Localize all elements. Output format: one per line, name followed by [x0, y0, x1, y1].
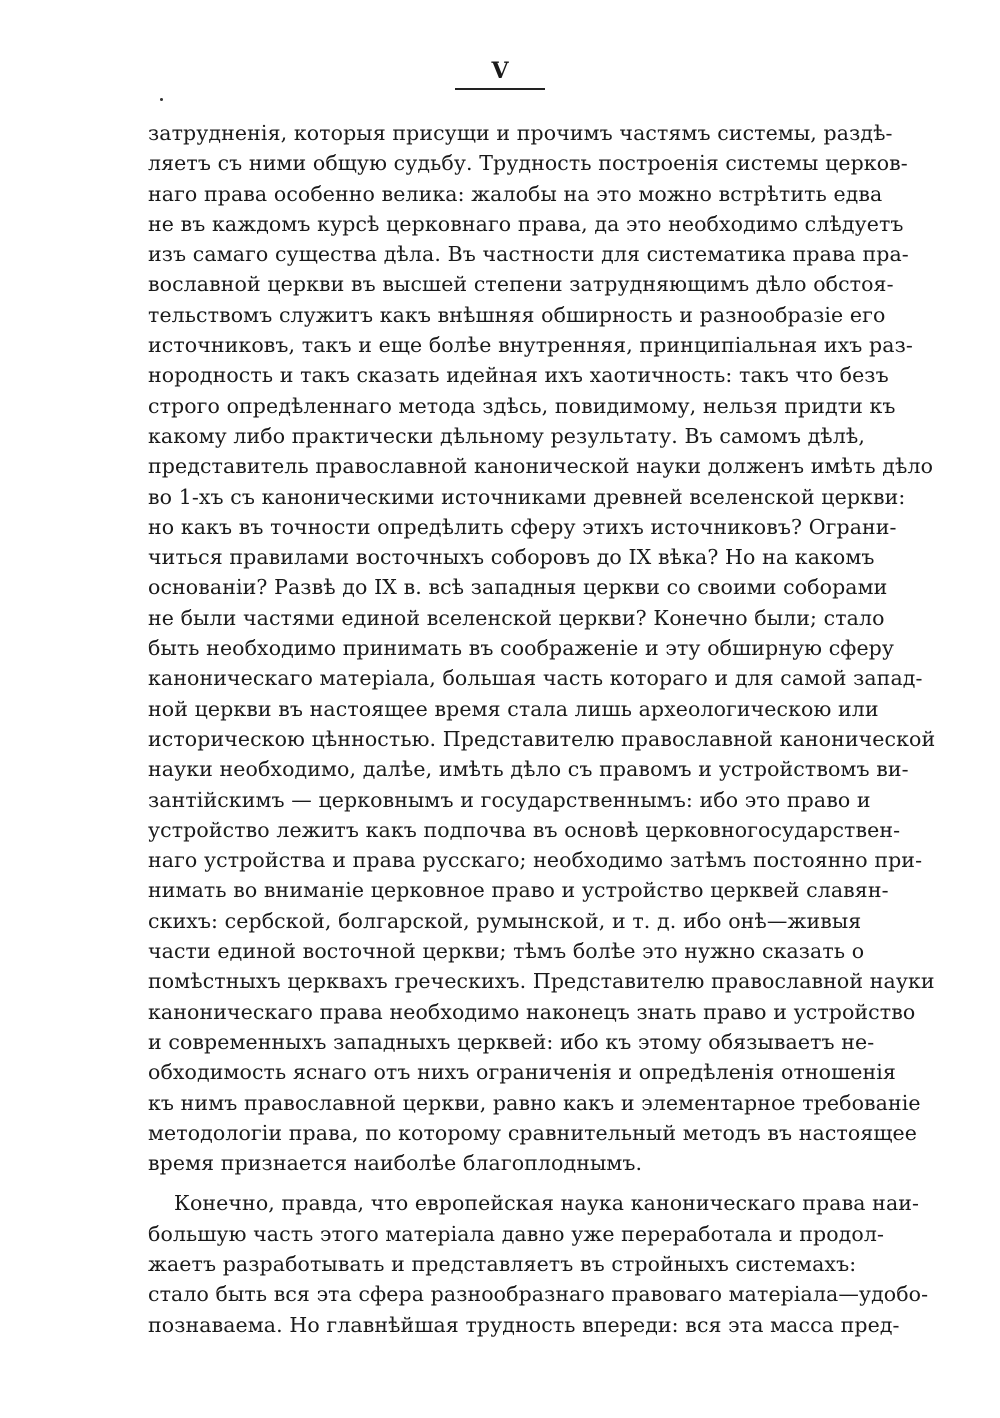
ink-speck	[160, 98, 163, 101]
text-line: основаніи? Развѣ до IX в. всѣ западныя церкви со своими соборами	[148, 575, 888, 600]
text-line: историческою цѣнностью. Представителю православной канонической	[148, 726, 936, 751]
text-line: части единой восточной церкви; тѣмъ болѣе это нужно сказать о	[148, 939, 865, 964]
text-line: во 1-хъ съ каноническими источниками древней вселенской церкви:	[148, 484, 906, 509]
text-line: тельствомъ служитъ какъ внѣшняя обширность и разнообразіе его	[148, 302, 886, 327]
paragraph	[148, 118, 936, 1178]
text-line: помѣстныхъ церквахъ греческихъ. Представителю православной науки	[148, 969, 935, 994]
text-line: нимать во вниманіе церковное право и устройство церквей славян-	[148, 878, 889, 903]
text-line: затрудненія, которыя присущи и прочимъ частямъ системы, раздѣ-	[148, 121, 893, 145]
text-line: представитель православной канонической науки долженъ имѣть дѣло	[148, 454, 934, 479]
text-line: нородность и такъ сказать идейная ихъ хаотичность: такъ что безъ	[148, 363, 889, 388]
text-line: каноническаго права необходимо наконецъ знать право и устройство	[148, 999, 916, 1024]
text-line: познаваема. Но главнѣйшая трудность впереди: вся эта масса пред-	[148, 1312, 900, 1337]
text-line: большую часть этого матеріала давно уже переработала и продол-	[148, 1221, 884, 1246]
text-line: и современныхъ западныхъ церквей: ибо къ этому обязываетъ не-	[148, 1029, 875, 1054]
text-line: зантійскимъ — церковнымъ и государственнымъ: ибо это право и	[148, 787, 871, 812]
text-line: какому либо практически дѣльному результату. Въ самомъ дѣлѣ,	[148, 423, 865, 448]
text-line: наго устройства и права русскаго; необходимо затѣмъ постоянно при-	[148, 848, 923, 873]
text-line: къ нимъ православной церкви, равно какъ и элементарное требованіе	[148, 1090, 921, 1115]
text-line: наго права особенно велика: жалобы на это можно встрѣтить едва	[148, 181, 883, 206]
text-line: но какъ въ точности опредѣлить сферу этихъ источниковъ? Ограни-	[148, 514, 897, 539]
text-line: источниковъ, такъ и еще болѣе внутренняя, принципіальная ихъ раз-	[148, 333, 913, 358]
text-line: быть необходимо принимать въ соображеніе и эту обширную сферу	[148, 636, 895, 661]
text-line: ляетъ съ ними общую судьбу. Трудность построенія системы церков-	[148, 151, 908, 176]
text-line: стало быть вся эта сфера разнообразнаго правоваго матеріала—удобо-	[148, 1282, 929, 1307]
page-number-rule	[455, 88, 545, 90]
page-number: V	[491, 58, 509, 84]
text-line: время признается наиболѣе благоплоднымъ.	[148, 1151, 643, 1176]
text-line: Конечно, правда, что европейская наука каноническаго права наи-	[174, 1191, 920, 1216]
text-line: скихъ: сербской, болгарской, румынской, и т. д. ибо онѣ—живыя	[148, 908, 862, 933]
text-line: устройство лежитъ какъ подпочва въ основѣ церковногосударствен-	[148, 817, 901, 842]
text-line: читься правилами восточныхъ соборовъ до IX вѣка? Но на какомъ	[148, 545, 875, 570]
text-line: ной церкви въ настоящее время стала лишь археологическою или	[148, 696, 879, 721]
text-line: изъ самаго существа дѣла. Въ частности для систематика права пра-	[148, 242, 909, 267]
text-line: жаетъ разработывать и представляетъ въ стройныхъ системахъ:	[148, 1251, 857, 1276]
body-text	[148, 118, 936, 1340]
paragraph-gap	[148, 1178, 853, 1188]
text-line: методологіи права, по которому сравнительный методъ въ настоящее	[148, 1120, 917, 1145]
text-line: каноническаго матеріала, большая часть котораго и для самой запад-	[148, 666, 923, 691]
text-line: вославной церкви въ высшей степени затрудняющимъ дѣло обстоя-	[148, 272, 894, 297]
text-line: не въ каждомъ курсѣ церковнаго права, да это необходимо слѣдуетъ	[148, 211, 904, 236]
paragraph	[148, 1188, 929, 1339]
text-line: науки необходимо, далѣе, имѣть дѣло съ правомъ и устройствомъ ви-	[148, 757, 909, 782]
text-line: строго опредѣленнаго метода здѣсь, повидимому, нельзя придти къ	[148, 393, 896, 418]
text-line: не были частями единой вселенской церкви? Конечно были; стало	[148, 605, 885, 630]
text-line: обходимость яснаго отъ нихъ ограниченія и опредѣленія отношенія	[148, 1060, 896, 1085]
